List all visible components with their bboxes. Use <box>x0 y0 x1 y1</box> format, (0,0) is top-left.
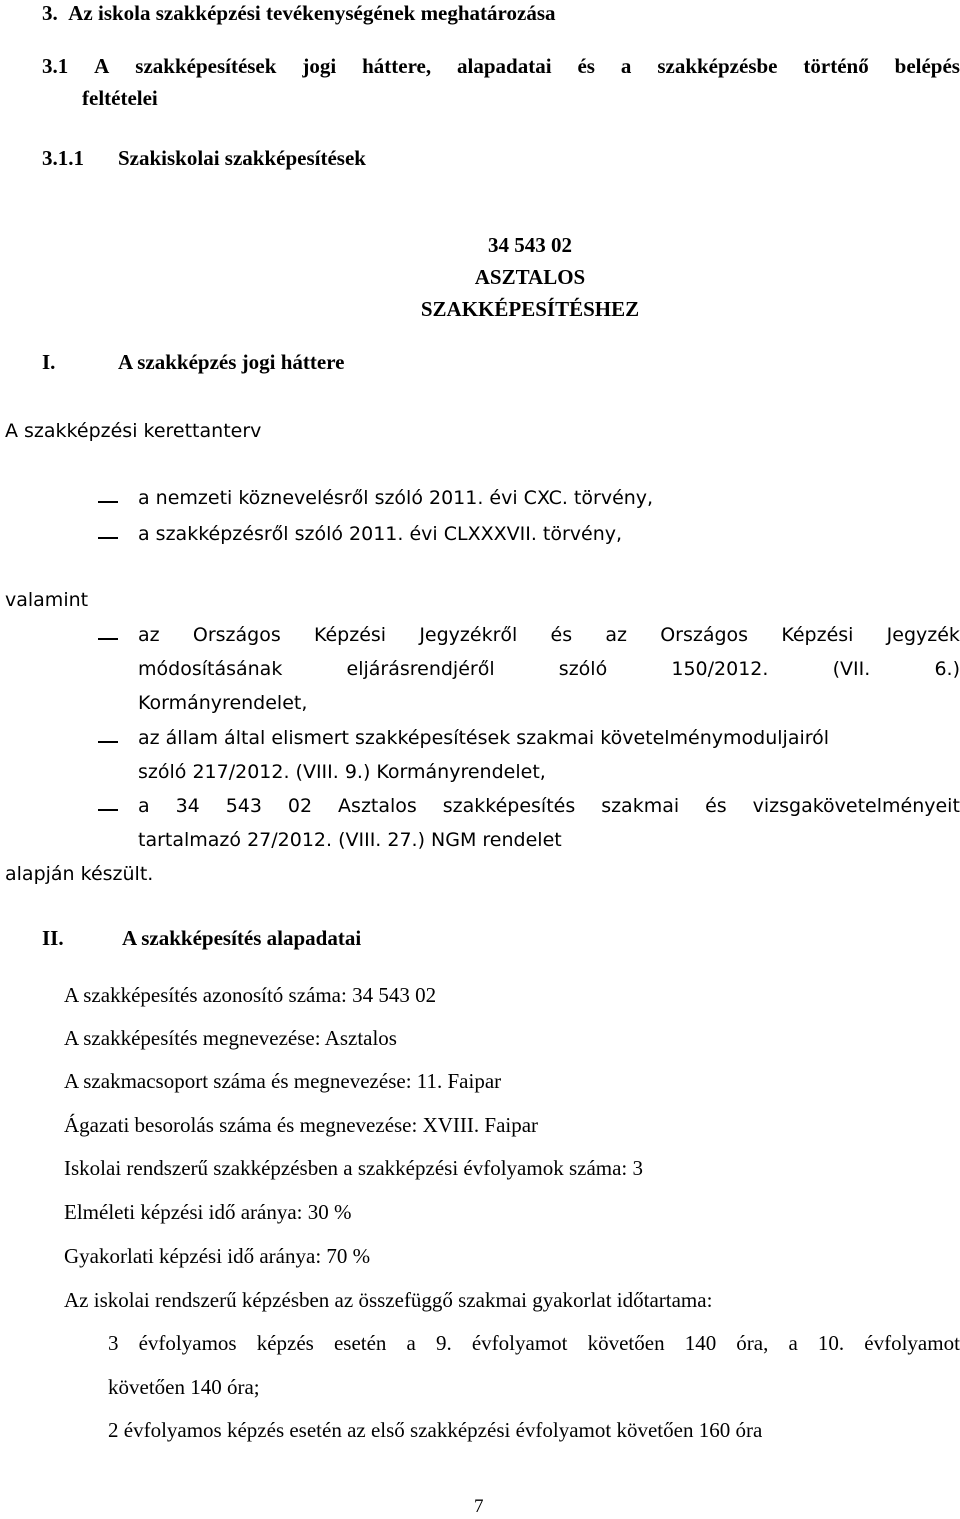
word: 6.) <box>934 658 960 680</box>
word: Jegyzékről <box>419 624 518 646</box>
word: szakképzésbe <box>657 54 778 78</box>
list-dash <box>98 501 118 503</box>
word: vizsgakövetelményeit <box>752 795 960 817</box>
section-1-title: A szakképzés jogi háttere <box>118 350 345 374</box>
word: (VII. <box>832 658 871 680</box>
valamint-text: valamint <box>5 589 89 611</box>
basic-data-line: Az iskolai rendszerű képzésben az összefüggő szakmai gyakorlat időtartama: <box>64 1288 713 1312</box>
list-dash <box>98 638 118 640</box>
list-dash <box>98 537 118 539</box>
word: 3 <box>108 1331 119 1355</box>
word: alapadatai <box>457 54 552 78</box>
word: a <box>406 1331 416 1355</box>
word: képzés <box>256 1331 314 1355</box>
word: belépés <box>894 54 960 78</box>
decree-item-1-line1 <box>138 624 960 646</box>
word: óra, <box>736 1331 769 1355</box>
word: szakképesítés <box>442 795 576 817</box>
practice-duration-line1 <box>108 1331 960 1356</box>
word: történő <box>803 54 869 78</box>
page-number: 7 <box>474 1496 484 1517</box>
word: szóló <box>558 658 608 680</box>
law-item-2: a szakképzésről szóló 2011. évi CLXXXVII. törvény, <box>138 523 623 545</box>
word: a <box>620 54 632 78</box>
basic-data-line: A szakképesítés megnevezése: Asztalos <box>64 1026 397 1050</box>
qualification-name: ASZTALOS <box>474 265 586 289</box>
qualification-title-block <box>300 229 760 325</box>
section-1-number: I. <box>42 350 56 374</box>
qualification-code: 34 543 02 <box>488 233 572 257</box>
word: a <box>788 1331 798 1355</box>
basic-data-line: Ágazati besorolás száma és megnevezése: XVIII. Faipar <box>64 1113 539 1137</box>
law-item-1: a nemzeti köznevelésről szóló 2011. évi CXC. törvény, <box>138 487 654 509</box>
basic-data-line: Elméleti képzési idő aránya: 30 % <box>64 1200 352 1224</box>
word: 543 <box>225 795 262 817</box>
basic-data-line: Iskolai rendszerű szakképzésben a szakképzési évfolyamok száma: 3 <box>64 1156 644 1180</box>
decree-item-1-line2 <box>138 658 960 680</box>
word: 3.1 <box>42 54 69 78</box>
word: jogi <box>302 54 337 78</box>
word: szakképesítések <box>135 54 277 78</box>
word: az <box>605 624 627 646</box>
word: Képzési <box>313 624 387 646</box>
word: a <box>138 795 150 817</box>
word: háttere, <box>362 54 432 78</box>
word: 150/2012. <box>671 658 769 680</box>
word: eljárásrendjéről <box>346 658 495 680</box>
list-dash <box>98 741 118 743</box>
basic-data-line: A szakmacsoport száma és megnevezése: 11. Faipar <box>64 1069 502 1093</box>
framework-intro: A szakképzési kerettanterv <box>5 420 262 442</box>
word: Országos <box>192 624 281 646</box>
decree-item-2-line2: szóló 217/2012. (VIII. 9.) Kormányrendelet, <box>138 761 546 783</box>
word: az <box>138 624 160 646</box>
word: módosításának <box>138 658 283 680</box>
decree-item-2-line1: az állam által elismert szakképesítések szakmai követelménymoduljairól <box>138 727 830 749</box>
word: 140 <box>684 1331 717 1355</box>
heading-3-1-1-title: Szakiskolai szakképesítések <box>118 146 366 170</box>
closing-text: alapján készült. <box>5 863 154 885</box>
section-2-number: II. <box>42 926 64 950</box>
word: 10. <box>817 1331 845 1355</box>
word: és <box>577 54 595 78</box>
heading-3: 3. Az iskola szakképzési tevékenységének meghatározása <box>42 1 556 25</box>
word: A <box>94 54 110 78</box>
basic-data-line: Gyakorlati képzési idő aránya: 70 % <box>64 1244 371 1268</box>
heading-3-1-line1 <box>42 54 960 79</box>
word: évfolyamot <box>471 1331 568 1355</box>
basic-data-line: A szakképesítés azonosító száma: 34 543 02 <box>64 983 437 1007</box>
word: 34 <box>175 795 200 817</box>
word: Képzési <box>781 624 854 646</box>
practice-duration-line3: 2 évfolyamos képzés esetén az első szakképzési évfolyamot követően 160 óra <box>108 1418 763 1442</box>
list-dash <box>98 809 118 811</box>
decree-item-3-line2: tartalmazó 27/2012. (VIII. 27.) NGM rendelet <box>138 829 562 851</box>
word: követően <box>587 1331 665 1355</box>
practice-duration-line2: követően 140 óra; <box>108 1375 260 1399</box>
word: évfolyamot <box>864 1331 960 1355</box>
decree-item-1-line3: Kormányrendelet, <box>138 692 308 714</box>
word: esetén <box>333 1331 387 1355</box>
word: Asztalos <box>338 795 417 817</box>
word: 9. <box>435 1331 452 1355</box>
word: évfolyamos <box>138 1331 237 1355</box>
heading-3-1-line2: feltételei <box>82 86 158 110</box>
section-2-title: A szakképesítés alapadatai <box>122 926 362 950</box>
qualification-suffix: SZAKKÉPESÍTÉSHEZ <box>420 297 640 321</box>
heading-3-1-1-number: 3.1.1 <box>42 146 84 170</box>
word: és <box>705 795 727 817</box>
word: szakmai <box>601 795 680 817</box>
word: 02 <box>287 795 313 817</box>
word: és <box>550 624 573 646</box>
word: Országos <box>660 624 749 646</box>
word: Jegyzék <box>886 624 960 646</box>
decree-item-3-line1 <box>138 795 960 817</box>
